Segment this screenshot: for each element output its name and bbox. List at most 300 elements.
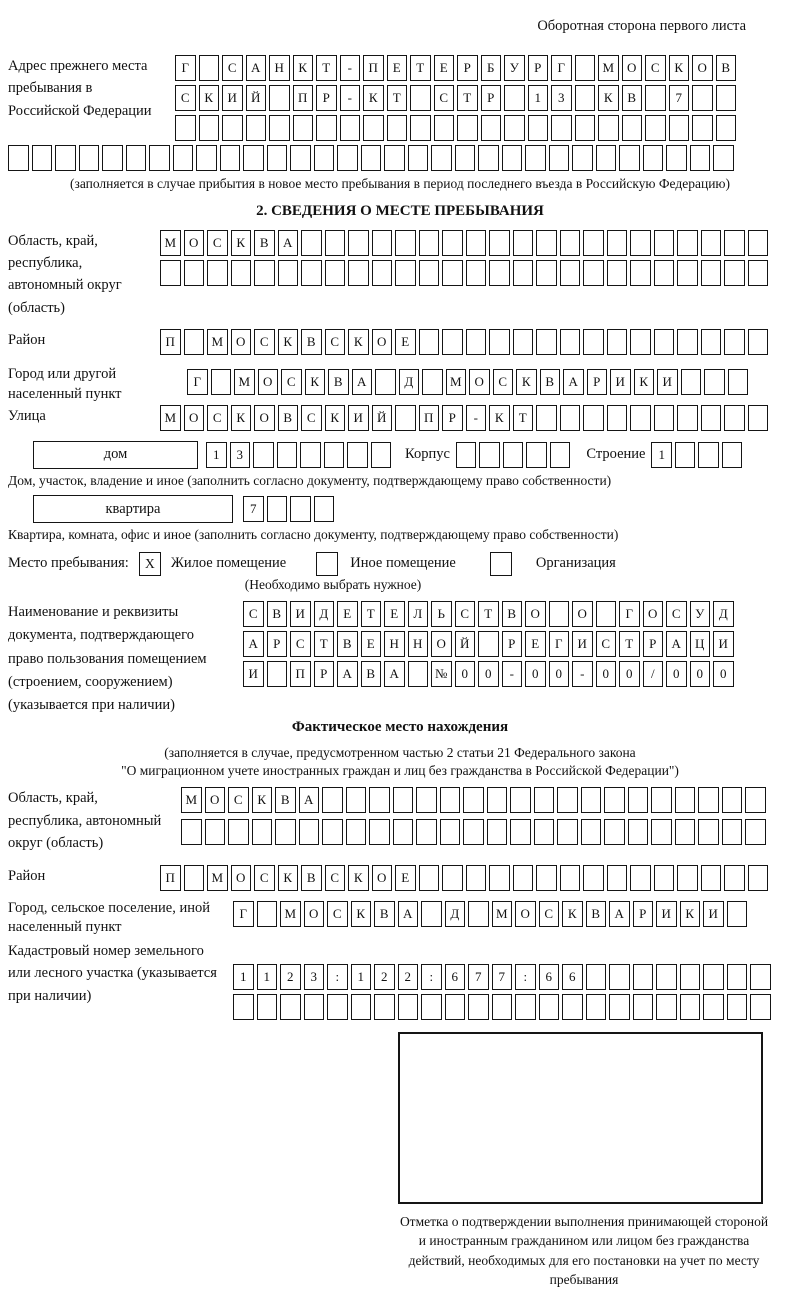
char-box[interactable]: № <box>431 661 452 687</box>
char-box[interactable]: Д <box>399 369 420 395</box>
char-box[interactable] <box>351 994 372 1020</box>
char-box[interactable] <box>290 496 311 522</box>
char-box[interactable]: С <box>254 865 275 891</box>
char-box[interactable] <box>536 329 557 355</box>
char-box[interactable]: К <box>669 55 690 81</box>
char-box[interactable] <box>267 661 288 687</box>
char-box[interactable]: К <box>231 405 252 431</box>
char-box[interactable]: Т <box>410 55 431 81</box>
char-box[interactable] <box>748 260 769 286</box>
document-row-1[interactable] <box>243 601 734 627</box>
char-box[interactable] <box>677 405 698 431</box>
char-box[interactable]: М <box>280 901 301 927</box>
char-box[interactable] <box>442 260 463 286</box>
char-box[interactable] <box>463 819 484 845</box>
char-box[interactable] <box>675 787 696 813</box>
char-box[interactable] <box>560 329 581 355</box>
char-box[interactable] <box>630 260 651 286</box>
char-box[interactable] <box>300 442 321 468</box>
char-box[interactable] <box>645 115 666 141</box>
char-box[interactable]: С <box>243 601 264 627</box>
char-box[interactable]: В <box>337 631 358 657</box>
char-box[interactable] <box>724 230 745 256</box>
char-box[interactable]: П <box>160 329 181 355</box>
char-box[interactable]: О <box>622 55 643 81</box>
char-box[interactable] <box>267 496 288 522</box>
char-box[interactable]: Д <box>445 901 466 927</box>
char-box[interactable]: С <box>207 405 228 431</box>
char-box[interactable]: К <box>305 369 326 395</box>
char-box[interactable] <box>586 964 607 990</box>
char-box[interactable] <box>656 964 677 990</box>
char-box[interactable]: Б <box>481 55 502 81</box>
char-box[interactable] <box>609 994 630 1020</box>
char-box[interactable] <box>596 601 617 627</box>
char-box[interactable] <box>534 819 555 845</box>
char-box[interactable]: С <box>666 601 687 627</box>
char-box[interactable]: К <box>348 329 369 355</box>
char-box[interactable] <box>457 115 478 141</box>
char-box[interactable]: К <box>278 329 299 355</box>
char-box[interactable] <box>583 260 604 286</box>
char-box[interactable]: О <box>258 369 279 395</box>
char-box[interactable]: К <box>598 85 619 111</box>
char-box[interactable] <box>421 901 442 927</box>
char-box[interactable]: Г <box>233 901 254 927</box>
cadastral-row-2[interactable] <box>233 994 771 1020</box>
char-box[interactable]: 2 <box>280 964 301 990</box>
char-box[interactable]: А <box>243 631 264 657</box>
char-box[interactable] <box>724 405 745 431</box>
char-box[interactable]: В <box>301 329 322 355</box>
previous-address-row-4[interactable] <box>8 145 792 171</box>
char-box[interactable]: С <box>455 601 476 627</box>
char-box[interactable]: С <box>290 631 311 657</box>
char-box[interactable] <box>395 230 416 256</box>
char-box[interactable] <box>681 369 702 395</box>
char-box[interactable]: А <box>299 787 320 813</box>
char-box[interactable] <box>419 329 440 355</box>
char-box[interactable] <box>79 145 100 171</box>
char-box[interactable] <box>243 145 264 171</box>
char-box[interactable] <box>622 115 643 141</box>
char-box[interactable]: О <box>231 865 252 891</box>
char-box[interactable] <box>408 661 429 687</box>
char-box[interactable] <box>398 994 419 1020</box>
char-box[interactable]: М <box>207 329 228 355</box>
char-box[interactable]: 3 <box>551 85 572 111</box>
char-box[interactable] <box>304 994 325 1020</box>
char-box[interactable]: О <box>205 787 226 813</box>
char-box[interactable]: П <box>160 865 181 891</box>
char-box[interactable]: С <box>539 901 560 927</box>
char-box[interactable] <box>340 115 361 141</box>
char-box[interactable] <box>325 260 346 286</box>
char-box[interactable] <box>654 230 675 256</box>
char-box[interactable] <box>549 601 570 627</box>
char-box[interactable] <box>651 819 672 845</box>
char-box[interactable]: Н <box>384 631 405 657</box>
char-box[interactable] <box>690 145 711 171</box>
char-box[interactable]: С <box>222 55 243 81</box>
actual-city-row[interactable] <box>233 901 747 927</box>
char-box[interactable]: 7 <box>468 964 489 990</box>
char-box[interactable] <box>607 329 628 355</box>
char-box[interactable] <box>384 145 405 171</box>
char-box[interactable] <box>703 964 724 990</box>
apartment-type-box[interactable]: квартира <box>33 495 233 523</box>
char-box[interactable] <box>393 787 414 813</box>
char-box[interactable] <box>337 145 358 171</box>
char-box[interactable] <box>419 865 440 891</box>
previous-address-row-3[interactable] <box>175 115 736 141</box>
char-box[interactable] <box>246 115 267 141</box>
char-box[interactable] <box>526 442 547 468</box>
char-box[interactable] <box>419 260 440 286</box>
char-box[interactable] <box>628 787 649 813</box>
char-box[interactable]: О <box>692 55 713 81</box>
char-box[interactable] <box>586 994 607 1020</box>
char-box[interactable] <box>205 819 226 845</box>
char-box[interactable] <box>654 405 675 431</box>
region-row-2[interactable] <box>160 260 768 286</box>
street-row[interactable] <box>160 405 768 431</box>
char-box[interactable] <box>698 787 719 813</box>
char-box[interactable]: В <box>622 85 643 111</box>
char-box[interactable]: 0 <box>525 661 546 687</box>
char-box[interactable] <box>149 145 170 171</box>
char-box[interactable] <box>703 994 724 1020</box>
char-box[interactable] <box>643 145 664 171</box>
char-box[interactable]: С <box>175 85 196 111</box>
char-box[interactable] <box>301 230 322 256</box>
char-box[interactable] <box>199 115 220 141</box>
char-box[interactable] <box>539 994 560 1020</box>
char-box[interactable] <box>525 145 546 171</box>
char-box[interactable] <box>560 230 581 256</box>
char-box[interactable]: С <box>281 369 302 395</box>
char-box[interactable] <box>607 405 628 431</box>
char-box[interactable] <box>173 145 194 171</box>
char-box[interactable]: А <box>337 661 358 687</box>
char-box[interactable]: И <box>703 901 724 927</box>
char-box[interactable] <box>503 442 524 468</box>
char-box[interactable]: 0 <box>690 661 711 687</box>
char-box[interactable] <box>231 260 252 286</box>
char-box[interactable] <box>724 260 745 286</box>
char-box[interactable] <box>487 819 508 845</box>
char-box[interactable] <box>630 405 651 431</box>
char-box[interactable] <box>716 85 737 111</box>
char-box[interactable]: К <box>363 85 384 111</box>
char-box[interactable]: 0 <box>596 661 617 687</box>
char-box[interactable] <box>748 405 769 431</box>
char-box[interactable] <box>347 442 368 468</box>
char-box[interactable] <box>560 260 581 286</box>
char-box[interactable]: О <box>254 405 275 431</box>
char-box[interactable]: О <box>572 601 593 627</box>
char-box[interactable]: Р <box>267 631 288 657</box>
char-box[interactable]: К <box>351 901 372 927</box>
char-box[interactable]: О <box>515 901 536 927</box>
char-box[interactable] <box>607 260 628 286</box>
char-box[interactable] <box>293 115 314 141</box>
char-box[interactable] <box>572 145 593 171</box>
char-box[interactable]: Р <box>316 85 337 111</box>
char-box[interactable]: В <box>267 601 288 627</box>
char-box[interactable] <box>604 819 625 845</box>
char-box[interactable] <box>745 787 766 813</box>
char-box[interactable] <box>575 115 596 141</box>
char-box[interactable] <box>456 442 477 468</box>
char-box[interactable]: С <box>325 329 346 355</box>
char-box[interactable]: Р <box>314 661 335 687</box>
char-box[interactable]: : <box>327 964 348 990</box>
char-box[interactable] <box>181 819 202 845</box>
char-box[interactable]: Й <box>372 405 393 431</box>
char-box[interactable]: А <box>609 901 630 927</box>
char-box[interactable] <box>290 145 311 171</box>
char-box[interactable] <box>393 819 414 845</box>
char-box[interactable]: Д <box>314 601 335 627</box>
char-box[interactable]: 1 <box>206 442 227 468</box>
char-box[interactable]: О <box>431 631 452 657</box>
other-premises-checkbox[interactable] <box>316 552 338 576</box>
char-box[interactable] <box>557 819 578 845</box>
char-box[interactable]: В <box>374 901 395 927</box>
char-box[interactable]: И <box>222 85 243 111</box>
char-box[interactable]: 6 <box>562 964 583 990</box>
char-box[interactable]: К <box>278 865 299 891</box>
char-box[interactable]: У <box>504 55 525 81</box>
char-box[interactable] <box>513 260 534 286</box>
house-type-box[interactable]: дом <box>33 441 198 469</box>
char-box[interactable] <box>698 442 719 468</box>
char-box[interactable] <box>609 964 630 990</box>
char-box[interactable] <box>728 369 749 395</box>
char-box[interactable]: А <box>563 369 584 395</box>
char-box[interactable] <box>630 230 651 256</box>
char-box[interactable] <box>550 442 571 468</box>
char-box[interactable]: У <box>690 601 711 627</box>
char-box[interactable]: 0 <box>478 661 499 687</box>
char-box[interactable] <box>8 145 29 171</box>
char-box[interactable] <box>299 819 320 845</box>
confirmation-stamp-box[interactable] <box>398 1032 763 1204</box>
char-box[interactable]: А <box>384 661 405 687</box>
char-box[interactable] <box>727 994 748 1020</box>
char-box[interactable] <box>692 85 713 111</box>
char-box[interactable] <box>675 442 696 468</box>
residential-checkbox[interactable]: X <box>139 552 161 576</box>
char-box[interactable]: 7 <box>492 964 513 990</box>
char-box[interactable] <box>408 145 429 171</box>
char-box[interactable]: К <box>680 901 701 927</box>
char-box[interactable] <box>562 994 583 1020</box>
char-box[interactable]: - <box>340 85 361 111</box>
char-box[interactable] <box>502 145 523 171</box>
char-box[interactable] <box>440 819 461 845</box>
char-box[interactable] <box>489 230 510 256</box>
char-box[interactable]: - <box>340 55 361 81</box>
char-box[interactable] <box>277 442 298 468</box>
char-box[interactable] <box>369 819 390 845</box>
char-box[interactable] <box>724 865 745 891</box>
char-box[interactable] <box>680 994 701 1020</box>
char-box[interactable]: Р <box>457 55 478 81</box>
char-box[interactable]: В <box>278 405 299 431</box>
stroenie-row[interactable] <box>651 442 742 468</box>
char-box[interactable]: В <box>275 787 296 813</box>
char-box[interactable]: Т <box>314 631 335 657</box>
char-box[interactable] <box>701 329 722 355</box>
char-box[interactable]: О <box>643 601 664 627</box>
char-box[interactable]: Р <box>442 405 463 431</box>
char-box[interactable]: Р <box>643 631 664 657</box>
char-box[interactable] <box>536 230 557 256</box>
char-box[interactable] <box>727 901 748 927</box>
char-box[interactable] <box>536 405 557 431</box>
char-box[interactable] <box>126 145 147 171</box>
char-box[interactable]: Т <box>361 601 382 627</box>
char-box[interactable] <box>510 787 531 813</box>
char-box[interactable] <box>228 819 249 845</box>
char-box[interactable] <box>604 787 625 813</box>
char-box[interactable] <box>504 85 525 111</box>
char-box[interactable] <box>32 145 53 171</box>
char-box[interactable] <box>442 329 463 355</box>
char-box[interactable]: 0 <box>666 661 687 687</box>
char-box[interactable]: Т <box>619 631 640 657</box>
char-box[interactable] <box>207 260 228 286</box>
char-box[interactable]: П <box>363 55 384 81</box>
char-box[interactable]: 7 <box>243 496 264 522</box>
char-box[interactable] <box>487 787 508 813</box>
char-box[interactable] <box>325 230 346 256</box>
char-box[interactable] <box>184 865 205 891</box>
char-box[interactable] <box>583 865 604 891</box>
char-box[interactable]: : <box>421 964 442 990</box>
char-box[interactable]: К <box>199 85 220 111</box>
char-box[interactable] <box>748 230 769 256</box>
char-box[interactable] <box>666 145 687 171</box>
char-box[interactable]: М <box>598 55 619 81</box>
char-box[interactable] <box>410 85 431 111</box>
char-box[interactable]: К <box>634 369 655 395</box>
char-box[interactable]: В <box>254 230 275 256</box>
char-box[interactable] <box>704 369 725 395</box>
organization-checkbox[interactable] <box>490 552 512 576</box>
char-box[interactable]: 1 <box>351 964 372 990</box>
char-box[interactable] <box>750 964 771 990</box>
char-box[interactable]: О <box>184 405 205 431</box>
char-box[interactable] <box>314 496 335 522</box>
char-box[interactable] <box>598 115 619 141</box>
char-box[interactable]: Г <box>187 369 208 395</box>
char-box[interactable] <box>504 115 525 141</box>
actual-region-row-1[interactable] <box>181 787 766 813</box>
char-box[interactable] <box>175 115 196 141</box>
char-box[interactable] <box>346 819 367 845</box>
char-box[interactable] <box>422 369 443 395</box>
char-box[interactable] <box>596 145 617 171</box>
char-box[interactable] <box>575 85 596 111</box>
char-box[interactable] <box>607 230 628 256</box>
char-box[interactable]: М <box>160 230 181 256</box>
char-box[interactable] <box>253 442 274 468</box>
region-row-1[interactable] <box>160 230 768 256</box>
char-box[interactable] <box>645 85 666 111</box>
char-box[interactable]: К <box>489 405 510 431</box>
document-row-3[interactable] <box>243 661 734 687</box>
korpus-row[interactable] <box>456 442 571 468</box>
char-box[interactable] <box>654 260 675 286</box>
char-box[interactable]: В <box>716 55 737 81</box>
char-box[interactable] <box>701 230 722 256</box>
char-box[interactable]: О <box>231 329 252 355</box>
char-box[interactable] <box>102 145 123 171</box>
char-box[interactable]: С <box>325 865 346 891</box>
char-box[interactable] <box>713 145 734 171</box>
char-box[interactable]: И <box>713 631 734 657</box>
char-box[interactable] <box>322 819 343 845</box>
char-box[interactable]: М <box>181 787 202 813</box>
apartment-number-row[interactable] <box>243 496 334 522</box>
char-box[interactable] <box>581 787 602 813</box>
char-box[interactable] <box>656 994 677 1020</box>
char-box[interactable] <box>619 145 640 171</box>
actual-region-row-2[interactable] <box>181 819 766 845</box>
char-box[interactable] <box>489 329 510 355</box>
char-box[interactable]: А <box>352 369 373 395</box>
char-box[interactable]: 2 <box>374 964 395 990</box>
char-box[interactable] <box>257 901 278 927</box>
char-box[interactable] <box>269 85 290 111</box>
char-box[interactable] <box>442 865 463 891</box>
char-box[interactable]: М <box>234 369 255 395</box>
char-box[interactable]: И <box>348 405 369 431</box>
char-box[interactable] <box>478 145 499 171</box>
char-box[interactable] <box>160 260 181 286</box>
char-box[interactable] <box>557 787 578 813</box>
document-row-2[interactable] <box>243 631 734 657</box>
char-box[interactable] <box>324 442 345 468</box>
char-box[interactable] <box>55 145 76 171</box>
char-box[interactable] <box>348 230 369 256</box>
char-box[interactable] <box>466 329 487 355</box>
char-box[interactable]: 0 <box>455 661 476 687</box>
char-box[interactable] <box>722 787 743 813</box>
char-box[interactable]: Л <box>408 601 429 627</box>
char-box[interactable] <box>395 260 416 286</box>
char-box[interactable] <box>513 329 534 355</box>
char-box[interactable] <box>233 994 254 1020</box>
char-box[interactable] <box>442 230 463 256</box>
char-box[interactable]: Й <box>246 85 267 111</box>
char-box[interactable]: Т <box>478 601 499 627</box>
char-box[interactable] <box>387 115 408 141</box>
char-box[interactable] <box>421 994 442 1020</box>
char-box[interactable]: Г <box>619 601 640 627</box>
char-box[interactable] <box>701 405 722 431</box>
char-box[interactable]: Р <box>633 901 654 927</box>
char-box[interactable]: И <box>290 601 311 627</box>
char-box[interactable]: К <box>562 901 583 927</box>
char-box[interactable] <box>750 994 771 1020</box>
char-box[interactable] <box>372 230 393 256</box>
char-box[interactable]: 2 <box>398 964 419 990</box>
char-box[interactable]: О <box>525 601 546 627</box>
